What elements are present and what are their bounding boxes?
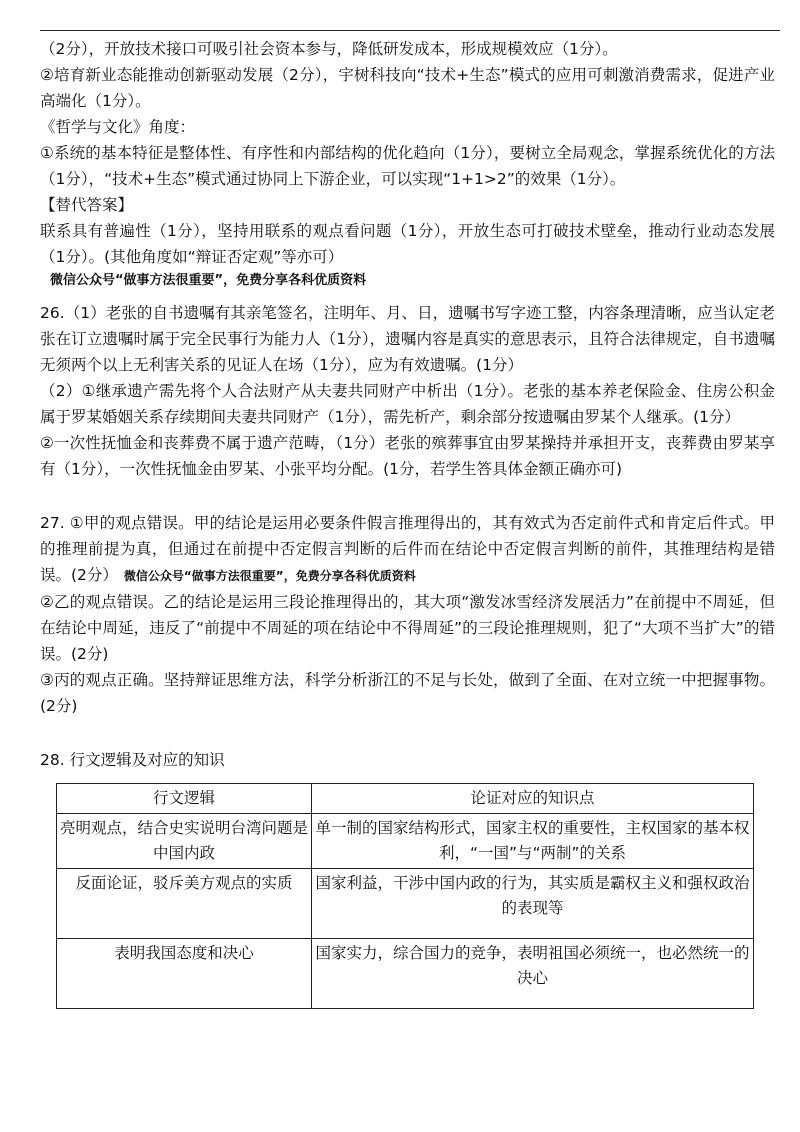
table-row — [57, 869, 754, 939]
table-row — [57, 939, 754, 1009]
answer-page — [40, 36, 775, 1009]
table-header-knowledge: 论证对应的知识点 — [312, 784, 754, 814]
q27-point3: ③丙的观点正确。坚持辩证思维方法，科学分析浙江的不足与长处，做到了全面、在对立统一中把握事物。(2分) — [40, 671, 775, 715]
table-cell-logic: 反面论证，驳斥美方观点的实质 — [57, 869, 312, 939]
q28-table — [56, 783, 754, 1009]
table-cell-knowledge: 国家利益，干涉中国内政的行为，其实质是霸权主义和强权政治的表现等 — [312, 869, 754, 939]
q28-title: 28. 行文逻辑及对应的知识 — [40, 751, 225, 769]
q26-part3: ②一次性抚恤金和丧葬费不属于遗产范畴，（1分）老张的殡葬事宜由罗某操持并承担开支，丧葬费由罗某享有（1分），一次性抚恤金由罗某、小张平均分配。(1分，若学生答具体金额正确亦可) — [40, 434, 775, 478]
q27-point2: ②乙的观点错误。乙的结论是运用三段论推理得出的，其大项“激发冰雪经济发展活力”在前提中不周延，但在结论中周延，违反了“前提中不周延的项在结论中不得周延”的三段论推理规则，犯了“大项不当扩大”的错误。(2分) — [40, 593, 775, 663]
top-line-1: （2分），开放技术接口可吸引社会资本参与，降低研发成本，形成规模效应（1分）。 — [40, 40, 618, 58]
table-cell-knowledge: 单一制的国家结构形式，国家主权的重要性，主权国家的基本权利，“一国”与“两制”的关系 — [312, 814, 754, 869]
table-cell-logic: 亮明观点，结合史实说明台湾问题是中国内政 — [57, 814, 312, 869]
table-header-logic: 行文逻辑 — [57, 784, 312, 814]
table-row — [57, 814, 754, 869]
q27-point1-text: 27. ①甲的观点错误。甲的结论是运用必要条件假言推理得出的，其有效式为否定前件式和肯定后件式。甲的推理前提为真，但通过在前提中否定假言判断的后件而在结论中否定假言判断的前件，其推理结构是错误。(2分） — [40, 514, 775, 584]
table-header-row — [57, 784, 754, 814]
top-line-2: ②培育新业态能推动创新驱动发展（2分），宇树科技向“技术+生态”模式的应用可刺激消费需求，促进产业高端化（1分）。 — [40, 66, 775, 110]
q27-point1 — [40, 510, 775, 589]
top-rule — [40, 30, 780, 31]
alternative-heading: 【替代答案】 — [40, 196, 134, 214]
watermark-note-2: 微信公众号“做事方法很重要”，免费分享各科优质资料 — [123, 569, 416, 583]
table-cell-logic: 表明我国态度和决心 — [57, 939, 312, 1009]
table-cell-knowledge: 国家实力，综合国力的竞争，表明祖国必须统一，也必然统一的决心 — [312, 939, 754, 1009]
q26-part1: 26.（1）老张的自书遗嘱有其亲笔签名，注明年、月、日，遗嘱书写字迹工整，内容条理清晰，应当认定老张在订立遗嘱时属于完全民事行为能力人（1分），遗嘱内容是真实的意思表示，且符合法律规定，自书遗嘱无须两个以上无利害关系的见证人在场（1分），应为有效遗嘱。(1分） — [40, 304, 775, 374]
philosophy-heading: 《哲学与文化》角度： — [40, 118, 196, 136]
philosophy-answer: ①系统的基本特征是整体性、有序性和内部结构的优化趋向（1分），要树立全局观念，掌握系统优化的方法（1分），“技术+生态”模式通过协同上下游企业，可以实现“1+1>2”的效果（1分）。 — [40, 144, 775, 188]
alternative-answer: 联系具有普遍性（1分），坚持用联系的观点看问题（1分），开放生态可打破技术壁垒，推动行业动态发展（1分）。(其他角度如“辩证否定观”等亦可） — [40, 222, 775, 266]
q26-part2: （2）①继承遗产需先将个人合法财产从夫妻共同财产中析出（1分）。老张的基本养老保险金、住房公积金属于罗某婚姻关系存续期间夫妻共同财产（1分），需先析产，剩余部分按遗嘱由罗某个人继承。(1分） — [40, 382, 775, 426]
watermark-note-1: 微信公众号“做事方法很重要”，免费分享各科优质资料 — [50, 273, 367, 288]
